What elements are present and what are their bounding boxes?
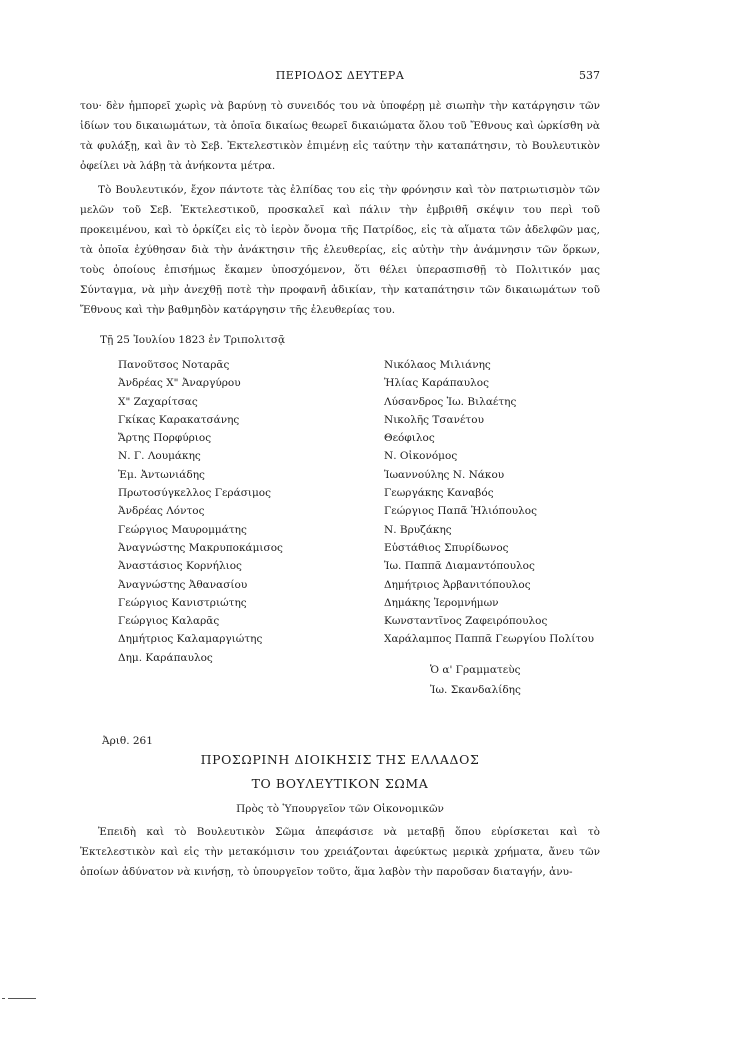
paragraph-order: Ἐπειδὴ καὶ τὸ Βουλευτικὸν Σῶμα ἀπεφάσισε νὰ μεταβῇ ὅπου εὑρίσκεται καὶ τὸ Ἐκτελεστικὸν καὶ εἰς τὴν μετακόμισιν του χρειάζονται ἀφεύκτως μερικὰ χρήματα, ἄνευ τῶν ὁποίων ἀδύνατον νὰ κινήσῃ, τὸ ὑπουργεῖον τοῦτο, ἅμα λαβὸν τὴν παροῦσαν διαταγήν, ἀνυ- bbox=[80, 826, 600, 878]
signatory: Εὐστάθιος Σπυρίδωνος bbox=[384, 541, 509, 554]
signatory: Λύσανδρος Ἰω. Βιλαέτης bbox=[384, 395, 517, 408]
signatories-left-column bbox=[118, 356, 283, 667]
signatory: Ἰω. Παππᾶ Διαμαντόπουλος bbox=[384, 560, 535, 573]
running-title: ΠΕΡΙΟΔΟΣ ΔΕΥΤΕΡΑ bbox=[275, 69, 405, 82]
signatory: Ν. Οἰκονόμος bbox=[384, 450, 458, 463]
signatory: Ἀνδρέας Χ" Ἀναργύρου bbox=[118, 377, 241, 390]
signatory: Δημάκης Ἰερομνήμων bbox=[384, 596, 499, 609]
signatory: Ἀναγνώστης Ἀθανασίου bbox=[118, 578, 248, 591]
signatory: Χαράλαμπος Παππᾶ Γεωργίου Πολίτου bbox=[384, 633, 594, 646]
signatory: Ν. Γ. Λουμάκης bbox=[118, 450, 201, 463]
heading-legislative-body: ΤΟ ΒΟΥΛΕΥΤΙΚΟΝ ΣΩΜΑ bbox=[251, 776, 429, 791]
signatory: Δημήτριος Καλαμαργιώτης bbox=[118, 633, 263, 646]
signatory: Γεώργιος Παπᾶ Ἠλιόπουλος bbox=[384, 505, 538, 518]
recipient-line: Πρὸς τὸ Ὑπουργεῖον τῶν Οἰκονομικῶν bbox=[236, 803, 444, 815]
signatory: Ἀναγνώστης Μακρυποκάμισος bbox=[118, 541, 283, 554]
signatory: Ἠλίας Καράπαυλος bbox=[384, 377, 489, 390]
signatory: Ἰωαννούλης Ν. Νάκου bbox=[384, 468, 505, 481]
secretary-title: Ὁ α' Γραμματεὺς bbox=[430, 664, 521, 676]
signatory: Πανοῦτσος Νοταρᾶς bbox=[118, 359, 230, 371]
signatory: Γεώργιος Καλαρᾶς bbox=[118, 615, 220, 628]
signatory: Νικόλαος Μιλιάνης bbox=[384, 359, 491, 371]
paragraph-continuation: του· δὲν ἠμπορεῖ χωρὶς νὰ βαρύνῃ τὸ συνειδός του νὰ ὑποφέρῃ μὲ σιωπὴν τὴν κατάργησιν τῶν ἰδίων του δικαιωμάτων, τὰ ὁποῖα δικαίως θεωρεῖ δικαιώματα ὅλου τοῦ Ἔθνους καὶ ὡρκίσθη νὰ τὰ φυλάξῃ, καὶ ἂν τὸ Σεβ. Ἐκτελεστικὸν ἐπιμένῃ εἰς ταύτην τὴν καταπάτησιν, τὸ Βουλευτικὸν ὀφείλει νὰ λάβῃ τὰ ἀνήκοντα μέτρα. bbox=[80, 100, 600, 172]
signatory: Χ" Ζαχαρίτσας bbox=[118, 395, 198, 408]
paragraph-resolution: Τὸ Βουλευτικόν, ἔχον πάντοτε τὰς ἐλπίδας του εἰς τὴν φρόνησιν καὶ τὸν πατριωτισμὸν τῶν μελῶν τοῦ Σεβ. Ἐκτελεστικοῦ, προσκαλεῖ καὶ πάλιν τὴν ἐμβριθῆ σκέψιν του περὶ τοῦ προκειμένου, καὶ τὸ ὁρκίζει εἰς τὸ ἱερὸν ὄνομα τῆς Πατρίδος, εἰς τὰ αἵματα τῶν ἀδελφῶν μας, τὰ ὁποῖα ἐχύθησαν διὰ τὴν ἀνάκτησιν τῆς ἐλευθερίας, εἰς αὐτὴν τὴν ἀνάμνησιν τῶν ὅρκων, τοὺς ὁποίους ἐπισήμως ἔκαμεν ὑποσχόμενον, ὅτι θέλει ὑπερασπισθῇ τὸ Πολιτικόν μας Σύνταγμα, νὰ μὴν ἀνεχθῇ ποτὲ τὴν προφανῆ ἀδικίαν, τὴν καταπάτησιν τῶν δικαιωμάτων τοῦ Ἔθνους καὶ τὴν βαθμηδὸν κατάργησιν τῆς ἐλευθερίας του. bbox=[80, 184, 600, 316]
signatory: Δημ. Καράπαυλος bbox=[118, 651, 213, 664]
secretary-block bbox=[430, 660, 521, 700]
page-header bbox=[80, 69, 600, 85]
signatory: Δημήτριος Ἀρβανιτόπουλος bbox=[384, 578, 531, 591]
signatory: Κωνσταντῖνος Ζαφειρόπουλος bbox=[384, 615, 548, 628]
signatory: Ν. Βρυζάκης bbox=[384, 523, 452, 536]
margin-scan-mark bbox=[8, 998, 36, 999]
signatory: Ἄρτης Πορφύριος bbox=[118, 432, 212, 445]
signatory: Ἀναστάσιος Κορνήλιος bbox=[118, 560, 242, 573]
signatory: Ἀνδρέας Λόντος bbox=[118, 505, 205, 518]
signatory: Γεώργιος Κανιστριώτης bbox=[118, 596, 247, 609]
secretary-name: Ἰω. Σκανδαλίδης bbox=[430, 684, 521, 696]
page-number: 537 bbox=[579, 69, 600, 82]
signatory: Γκίκας Καρακατσάνης bbox=[118, 413, 240, 426]
signatory: Γεωργάκης Καναβός bbox=[384, 487, 494, 500]
signatory: Γεώργιος Μαυρομμάτης bbox=[118, 523, 247, 536]
signatory: Ἐμ. Ἀντωνιάδης bbox=[118, 468, 205, 481]
dateline: Τῇ 25 Ἰουλίου 1823 ἐν Τριπολιτσᾷ bbox=[100, 334, 286, 346]
signatories-right-column bbox=[384, 356, 594, 649]
signatory: Θεόφιλος bbox=[384, 432, 435, 445]
signatory: Πρωτοσύγκελλος Γεράσιμος bbox=[118, 487, 271, 500]
signatory: Νικολῆς Τσανέτου bbox=[384, 413, 484, 426]
document-number: Ἀριθ. 261 bbox=[102, 735, 153, 747]
heading-government: ΠΡΟΣΩΡΙΝΗ ΔΙΟΙΚΗΣΙΣ ΤΗΣ ΕΛΛΑΔΟΣ bbox=[200, 752, 480, 767]
